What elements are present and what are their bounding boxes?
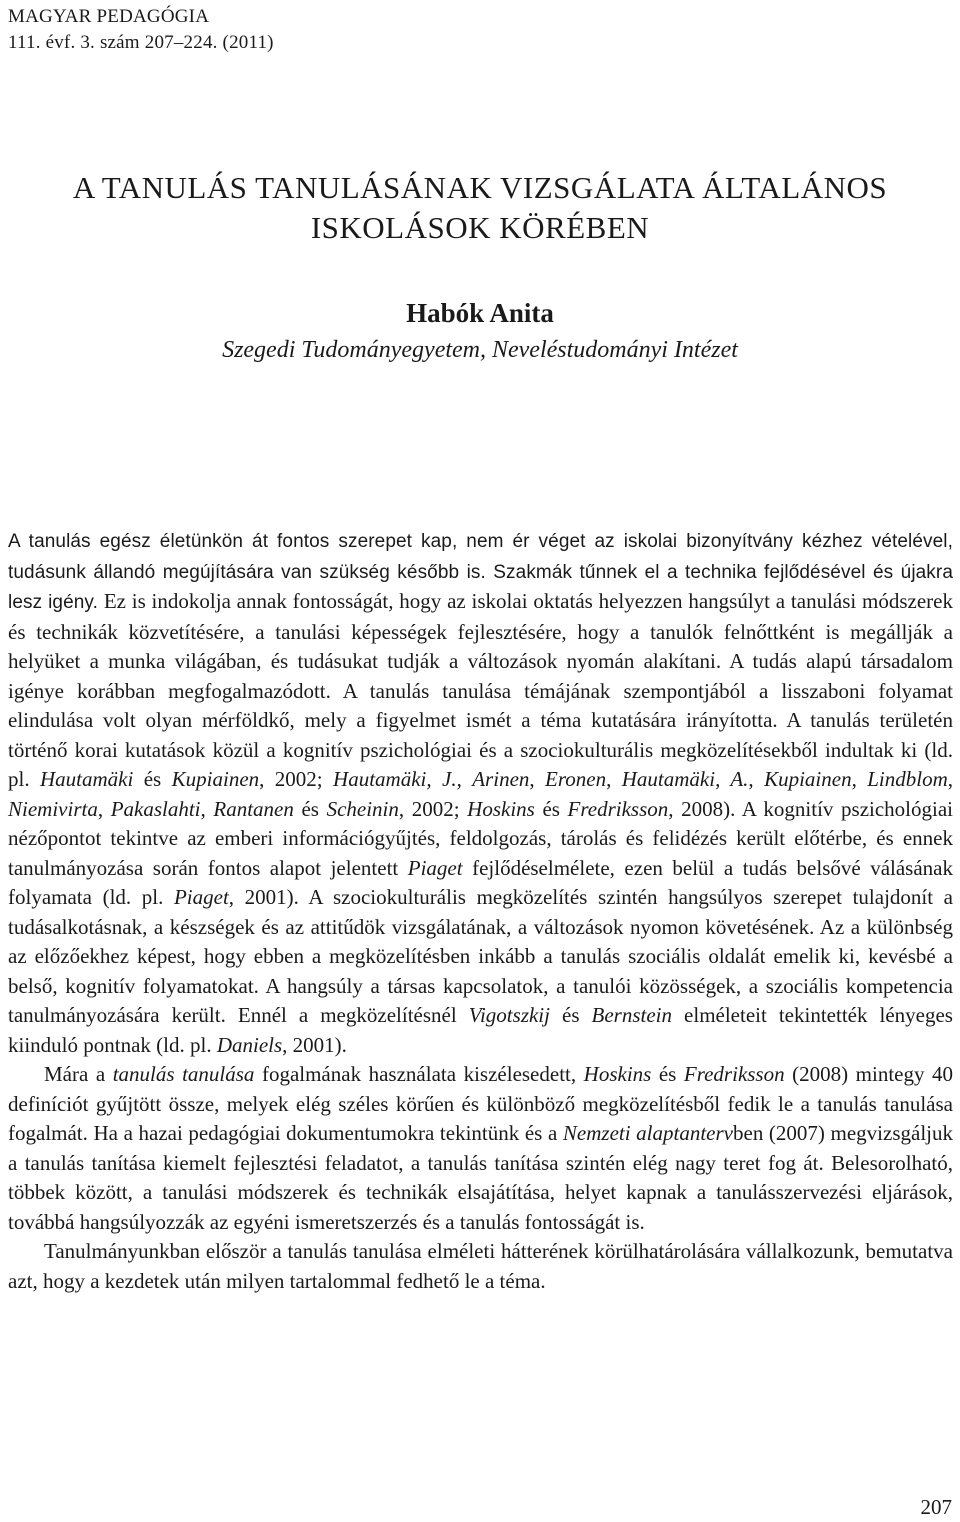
- text-run: és: [651, 1062, 684, 1086]
- text-run: fejlődéselmélete, ezen belül a tudás belsővé válásának folyamata (ld. pl.: [8, 855, 954, 909]
- text-run: ,: [529, 767, 546, 791]
- journal-issue: 111. évf. 3. szám 207–224. (2011): [8, 32, 274, 53]
- text-run: ,: [97, 796, 111, 821]
- article-title-line2: ISKOLÁSOK KÖRÉBEN: [310, 210, 650, 245]
- page-number: 207: [920, 1495, 952, 1519]
- article-title-line1: A TANULÁS TANULÁSÁNAK VIZSGÁLATA ÁLTALÁNOS: [72, 170, 888, 205]
- text-run: és: [549, 1003, 592, 1027]
- article-title: [0, 168, 960, 248]
- italic-term: Nemzeti alaptanterv: [562, 1121, 733, 1145]
- text-run: és: [133, 767, 172, 791]
- citation-author: Vigotszkij: [468, 1003, 550, 1027]
- text-run: , 2001). A szociokulturális megközelítés szintén hangsúlyos szerepet tulajdonít a tudásalkotásnak, a készségek és az attitűdök vizsgálatának, a változások nyomon követésének. Az a különbség az előzőekhez képest, hogy ebben a megközelítésben inkább a tanulás szociális oldalát emelik ki, kevésbé a belső, kognitív folyamatokat. A hangsúly a társas kapcsolatok, a tanulói közösségek, a szociális kompetencia tanulmányozására került. Ennél a megközelítésnél: [8, 885, 954, 1027]
- journal-name: MAGYAR PEDAGÓGIA: [8, 6, 210, 27]
- text-run: ,: [456, 767, 473, 791]
- citation-author: Kupiainen: [171, 767, 260, 791]
- text-run: ben (2007) megvizsgáljuk a tanulás tanítása kiemelt fejlesztési feladatot, a tanulás tanítása szintén elég nagy teret fog át. Belesorolható, többek között, a tanulási módszerek és technikák elsajátítása, helyet kapnak a tanulásszervezési eljárások, továbbá hangsúlyozzák az egyéni ismeretszerzés és a tanulás fontosságát is.: [8, 1121, 954, 1234]
- citation-author: Piaget: [173, 885, 229, 909]
- text-run: és: [293, 796, 327, 821]
- paragraph-3: Tanulmányunkban először a tanulás tanulása elméleti hátterének körülhatárolására vállalkozunk, bemutatva azt, hogy a kezdetek után milyen tartalommal fedhető le a téma.: [8, 1239, 953, 1293]
- journal-header: [8, 4, 274, 56]
- citation-author: Pakaslahti: [110, 796, 201, 821]
- text-run: ,: [947, 767, 953, 791]
- text-run: , 2008). A kognitív pszichológiai nézőpontot tekintve az emberi információgyűjtés, feldolgozás, tárolás és felidézés került előtérbe, és ennek tanulmányozása során fontos alapot jelentett: [8, 796, 953, 880]
- text-run: Ez is indokolja annak fontosságát, hogy az iskolai oktatás helyezzen hangsúlyt a tanulási módszerek és technikák közvetítésére, a tanulási képességek fejlesztésére, hogy a tanulók felnőttként is megállják a helyüket a munka világában, és tudásukat tudják a változások nyomán alakítani. A tudás alapú társadalom igénye korábban megfogalmazódott. A tanulás tanulása témájának szempontjából a lisszaboni folyamat elindulása volt olyan mérföldkő, mely a figyelmet ismét a téma kutatására irányította. A tanulás területén történő korai kutatások közül a kognitív pszichológiai és a szociokulturális megközelítésekből indultak ki (ld. pl.: [8, 589, 954, 791]
- text-run: , 2002;: [398, 796, 468, 821]
- citation-author: Lindblom: [867, 767, 948, 791]
- citation-author: Kupiainen: [764, 767, 852, 791]
- text-run: és: [534, 796, 568, 821]
- text-run: fogalmának használata kiszélesedett,: [254, 1062, 584, 1086]
- citation-author: Rantanen: [213, 796, 294, 821]
- paragraph-2: [8, 1060, 953, 1237]
- text-run: ,: [851, 767, 868, 791]
- paragraph-1: [8, 526, 953, 1060]
- text-run: ,: [748, 767, 765, 791]
- italic-term: tanulás tanulása: [112, 1062, 255, 1086]
- text-run: , 2002;: [259, 767, 334, 791]
- citation-author: Arinen: [472, 767, 530, 791]
- citation-author: Hautamäki, J.: [333, 767, 457, 791]
- citation-author: Hoskins: [583, 1062, 652, 1086]
- text-run: Mára a: [44, 1062, 113, 1086]
- text-run: elméleteit tekintették lényeges kiinduló pontnak (ld. pl.: [8, 1003, 953, 1057]
- text-run: (2008) mintegy 40 definíciót gyűjtött össze, melyek elég széles körűen és különböző megközelítésből fedik le a tanulás tanulása fogalmát. Ha a hazai pedagógiai dokumentumokra tekintünk és a: [8, 1062, 954, 1145]
- abstract-lead: A tanulás egész életünkön át fontos szerepet kap, nem ér véget az iskolai bizonyítvány kézhez vételével, tudásunk állandó megújítására van szükség később is. Szakmák tűnnek el a technika fejlődésével és újakra lesz igény.: [8, 531, 953, 613]
- citation-author: Scheinin: [326, 796, 399, 821]
- text-run: , 2001).: [282, 1032, 347, 1057]
- citation-author: Niemivirta: [8, 796, 98, 821]
- citation-author: Piaget: [407, 855, 463, 880]
- citation-author: Hautamäki, A.: [621, 767, 749, 791]
- author-affiliation: Szegedi Tudományegyetem, Neveléstudományi Intézet: [222, 337, 738, 363]
- author-name: Habók Anita: [406, 298, 554, 328]
- citation-author: Eronen: [545, 767, 607, 791]
- text-run: ,: [606, 767, 622, 791]
- citation-author: Fredriksson: [567, 796, 669, 821]
- citation-author: Daniels: [216, 1032, 283, 1057]
- article-body: [8, 526, 953, 1296]
- text-run: ,: [200, 796, 214, 821]
- citation-author: Bernstein: [591, 1003, 673, 1027]
- citation-author: Fredriksson: [683, 1062, 785, 1086]
- citation-author: Hautamäki: [40, 767, 134, 791]
- citation-author: Hoskins: [467, 796, 535, 821]
